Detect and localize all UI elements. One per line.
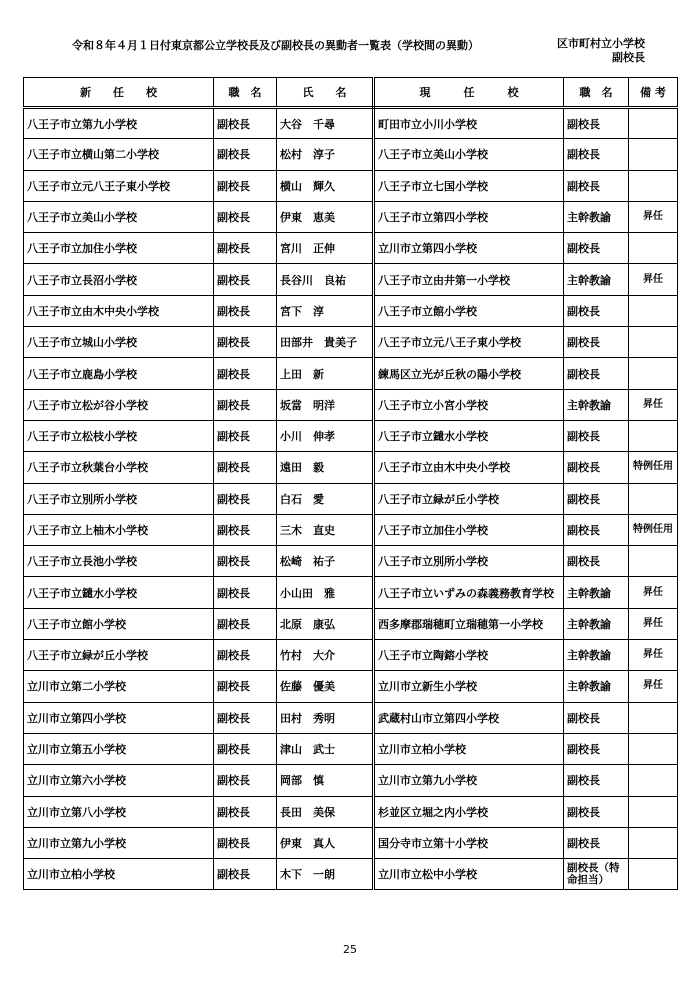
new-school-cell: 八王子市立元八王子東小学校	[24, 170, 214, 201]
col-header-current-school: 現 任 校	[374, 78, 564, 108]
new-position-cell: 副校長	[214, 796, 277, 827]
new-school-cell: 八王子市立緑が丘小学校	[24, 640, 214, 671]
remarks-cell	[629, 859, 678, 890]
name-cell: 長田 美保	[277, 796, 374, 827]
new-position-cell: 副校長	[214, 327, 277, 358]
table-row	[24, 608, 678, 639]
new-school-cell: 八王子市立美山小学校	[24, 201, 214, 232]
table-row	[24, 577, 678, 608]
name-cell: 田村 秀明	[277, 702, 374, 733]
table-row	[24, 108, 678, 139]
remarks-cell	[629, 796, 678, 827]
current-position-cell: 副校長	[564, 327, 629, 358]
table-row	[24, 733, 678, 764]
current-position-cell: 主幹教諭	[564, 671, 629, 702]
table-row	[24, 702, 678, 733]
remarks-cell	[629, 327, 678, 358]
name-cell: 坂當 明洋	[277, 389, 374, 420]
table-row	[24, 859, 678, 890]
current-position-cell: 副校長	[564, 546, 629, 577]
name-cell: 伊東 真人	[277, 827, 374, 858]
remarks-cell	[629, 420, 678, 451]
current-position-cell: 副校長	[564, 827, 629, 858]
new-position-cell: 副校長	[214, 389, 277, 420]
table-row	[24, 640, 678, 671]
current-school-cell: 立川市立第九小学校	[374, 765, 564, 796]
current-position-cell: 副校長	[564, 733, 629, 764]
current-school-cell: 立川市立松中小学校	[374, 859, 564, 890]
new-school-cell: 八王子市立由木中央小学校	[24, 295, 214, 326]
new-position-cell: 副校長	[214, 295, 277, 326]
table-row	[24, 827, 678, 858]
table-row	[24, 765, 678, 796]
new-school-cell: 八王子市立長沼小学校	[24, 264, 214, 295]
current-position-cell: 主幹教諭	[564, 640, 629, 671]
name-cell: 宮下 淳	[277, 295, 374, 326]
new-school-cell: 立川市立第八小学校	[24, 796, 214, 827]
new-position-cell: 副校長	[214, 765, 277, 796]
remarks-cell	[629, 170, 678, 201]
current-school-cell: 八王子市立いずみの森義務教育学校	[374, 577, 564, 608]
new-position-cell: 副校長	[214, 514, 277, 545]
current-position-cell: 副校長	[564, 702, 629, 733]
table-row	[24, 358, 678, 389]
name-cell: 木下 一朗	[277, 859, 374, 890]
table-row	[24, 139, 678, 170]
current-position-cell: 副校長	[564, 170, 629, 201]
current-school-cell: 八王子市立元八王子東小学校	[374, 327, 564, 358]
current-position-cell: 副校長	[564, 420, 629, 451]
current-position-cell: 副校長	[564, 295, 629, 326]
new-position-cell: 副校長	[214, 827, 277, 858]
remarks-cell	[629, 233, 678, 264]
current-position-cell: 主幹教諭	[564, 608, 629, 639]
table-row	[24, 420, 678, 451]
remarks-cell	[629, 483, 678, 514]
current-school-cell: 国分寺市立第十小学校	[374, 827, 564, 858]
current-position-cell: 副校長（特命担当）	[564, 859, 629, 890]
current-position-cell: 副校長	[564, 139, 629, 170]
name-cell: 上田 新	[277, 358, 374, 389]
category-line-1: 区市町村立小学校	[557, 37, 645, 50]
current-school-cell: 杉並区立堀之内小学校	[374, 796, 564, 827]
new-position-cell: 副校長	[214, 358, 277, 389]
table-row	[24, 671, 678, 702]
category-label	[545, 37, 645, 65]
current-school-cell: 八王子市立別所小学校	[374, 546, 564, 577]
remarks-cell: 昇任	[629, 389, 678, 420]
new-position-cell: 副校長	[214, 201, 277, 232]
remarks-cell	[629, 139, 678, 170]
name-cell: 佐藤 優美	[277, 671, 374, 702]
name-cell: 伊東 恵美	[277, 201, 374, 232]
remarks-cell	[629, 295, 678, 326]
current-school-cell: 八王子市立加住小学校	[374, 514, 564, 545]
name-cell: 長谷川 良祐	[277, 264, 374, 295]
new-position-cell: 副校長	[214, 233, 277, 264]
category-line-2: 副校長	[612, 51, 645, 64]
table-row	[24, 201, 678, 232]
new-school-cell: 八王子市立城山小学校	[24, 327, 214, 358]
name-cell: 小山田 雅	[277, 577, 374, 608]
remarks-cell	[629, 108, 678, 139]
current-position-cell: 副校長	[564, 452, 629, 483]
new-school-cell: 立川市立第二小学校	[24, 671, 214, 702]
remarks-cell	[629, 546, 678, 577]
current-school-cell: 八王子市立由井第一小学校	[374, 264, 564, 295]
current-school-cell: 立川市立新生小学校	[374, 671, 564, 702]
current-school-cell: 八王子市立鑓水小学校	[374, 420, 564, 451]
new-school-cell: 八王子市立加住小学校	[24, 233, 214, 264]
col-header-remarks: 備 考	[629, 78, 678, 108]
new-position-cell: 副校長	[214, 702, 277, 733]
new-school-cell: 八王子市立上柚木小学校	[24, 514, 214, 545]
new-school-cell: 八王子市立長池小学校	[24, 546, 214, 577]
table-row	[24, 327, 678, 358]
name-cell: 津山 武士	[277, 733, 374, 764]
current-position-cell: 副校長	[564, 358, 629, 389]
new-school-cell: 立川市立第九小学校	[24, 827, 214, 858]
current-position-cell: 副校長	[564, 483, 629, 514]
new-position-cell: 副校長	[214, 859, 277, 890]
new-position-cell: 副校長	[214, 420, 277, 451]
current-position-cell: 副校長	[564, 514, 629, 545]
name-cell: 北原 康弘	[277, 608, 374, 639]
current-school-cell: 八王子市立陶鎔小学校	[374, 640, 564, 671]
table-row	[24, 483, 678, 514]
name-cell: 岡部 慎	[277, 765, 374, 796]
new-position-cell: 副校長	[214, 139, 277, 170]
table-row	[24, 514, 678, 545]
new-school-cell: 八王子市立第九小学校	[24, 108, 214, 139]
current-position-cell: 主幹教諭	[564, 577, 629, 608]
new-position-cell: 副校長	[214, 108, 277, 139]
remarks-cell: 昇任	[629, 608, 678, 639]
table-row	[24, 233, 678, 264]
col-header-new-school: 新 任 校	[24, 78, 214, 108]
new-school-cell: 八王子市立松が谷小学校	[24, 389, 214, 420]
new-position-cell: 副校長	[214, 577, 277, 608]
remarks-cell	[629, 827, 678, 858]
current-school-cell: 八王子市立館小学校	[374, 295, 564, 326]
new-position-cell: 副校長	[214, 640, 277, 671]
remarks-cell: 昇任	[629, 577, 678, 608]
new-school-cell: 八王子市立鹿島小学校	[24, 358, 214, 389]
new-school-cell: 立川市立第六小学校	[24, 765, 214, 796]
name-cell: 田部井 貴美子	[277, 327, 374, 358]
table-row	[24, 170, 678, 201]
name-cell: 大谷 千尋	[277, 108, 374, 139]
current-school-cell: 八王子市立七国小学校	[374, 170, 564, 201]
name-cell: 三木 直史	[277, 514, 374, 545]
table-row	[24, 452, 678, 483]
new-school-cell: 立川市立柏小学校	[24, 859, 214, 890]
remarks-cell	[629, 733, 678, 764]
current-school-cell: 八王子市立美山小学校	[374, 139, 564, 170]
new-position-cell: 副校長	[214, 483, 277, 514]
remarks-cell: 特例任用	[629, 514, 678, 545]
current-school-cell: 西多摩郡瑞穂町立瑞穂第一小学校	[374, 608, 564, 639]
col-header-name: 氏 名	[277, 78, 374, 108]
current-position-cell: 副校長	[564, 233, 629, 264]
current-school-cell: 八王子市立小宮小学校	[374, 389, 564, 420]
page-number: 25	[343, 943, 357, 956]
new-position-cell: 副校長	[214, 733, 277, 764]
new-position-cell: 副校長	[214, 671, 277, 702]
name-cell: 松崎 祐子	[277, 546, 374, 577]
remarks-cell: 特例任用	[629, 452, 678, 483]
name-cell: 竹村 大介	[277, 640, 374, 671]
current-school-cell: 町田市立小川小学校	[374, 108, 564, 139]
new-school-cell: 八王子市立横山第二小学校	[24, 139, 214, 170]
current-position-cell: 副校長	[564, 108, 629, 139]
col-header-new-position: 職 名	[214, 78, 277, 108]
col-header-current-position: 職 名	[564, 78, 629, 108]
new-school-cell: 立川市立第五小学校	[24, 733, 214, 764]
table-row	[24, 546, 678, 577]
table-header-row	[24, 78, 678, 108]
remarks-cell: 昇任	[629, 671, 678, 702]
new-position-cell: 副校長	[214, 452, 277, 483]
new-position-cell: 副校長	[214, 170, 277, 201]
new-position-cell: 副校長	[214, 546, 277, 577]
current-school-cell: 武蔵村山市立第四小学校	[374, 702, 564, 733]
name-cell: 松村 淳子	[277, 139, 374, 170]
current-school-cell: 練馬区立光が丘秋の陽小学校	[374, 358, 564, 389]
table-body	[24, 108, 678, 890]
current-school-cell: 八王子市立緑が丘小学校	[374, 483, 564, 514]
remarks-cell: 昇任	[629, 640, 678, 671]
name-cell: 遠田 毅	[277, 452, 374, 483]
new-school-cell: 立川市立第四小学校	[24, 702, 214, 733]
current-school-cell: 八王子市立第四小学校	[374, 201, 564, 232]
new-position-cell: 副校長	[214, 264, 277, 295]
current-position-cell: 副校長	[564, 765, 629, 796]
remarks-cell	[629, 358, 678, 389]
current-school-cell: 八王子市立由木中央小学校	[374, 452, 564, 483]
new-school-cell: 八王子市立鑓水小学校	[24, 577, 214, 608]
remarks-cell: 昇任	[629, 264, 678, 295]
remarks-cell	[629, 765, 678, 796]
current-position-cell: 主幹教諭	[564, 264, 629, 295]
table-row	[24, 295, 678, 326]
new-school-cell: 八王子市立松枝小学校	[24, 420, 214, 451]
current-school-cell: 立川市立第四小学校	[374, 233, 564, 264]
current-position-cell: 副校長	[564, 796, 629, 827]
current-school-cell: 立川市立柏小学校	[374, 733, 564, 764]
name-cell: 横山 輝久	[277, 170, 374, 201]
current-position-cell: 主幹教諭	[564, 389, 629, 420]
table-row	[24, 264, 678, 295]
table-row	[24, 389, 678, 420]
name-cell: 小川 伸孝	[277, 420, 374, 451]
transfer-table	[23, 77, 678, 890]
current-position-cell: 主幹教諭	[564, 201, 629, 232]
name-cell: 宮川 正伸	[277, 233, 374, 264]
table-row	[24, 796, 678, 827]
new-school-cell: 八王子市立別所小学校	[24, 483, 214, 514]
new-position-cell: 副校長	[214, 608, 277, 639]
new-school-cell: 八王子市立館小学校	[24, 608, 214, 639]
document-title: 令和８年４月１日付東京都公立学校長及び副校長の異動者一覧表（学校間の異動）	[72, 39, 479, 52]
remarks-cell: 昇任	[629, 201, 678, 232]
remarks-cell	[629, 702, 678, 733]
name-cell: 白石 愛	[277, 483, 374, 514]
new-school-cell: 八王子市立秋葉台小学校	[24, 452, 214, 483]
